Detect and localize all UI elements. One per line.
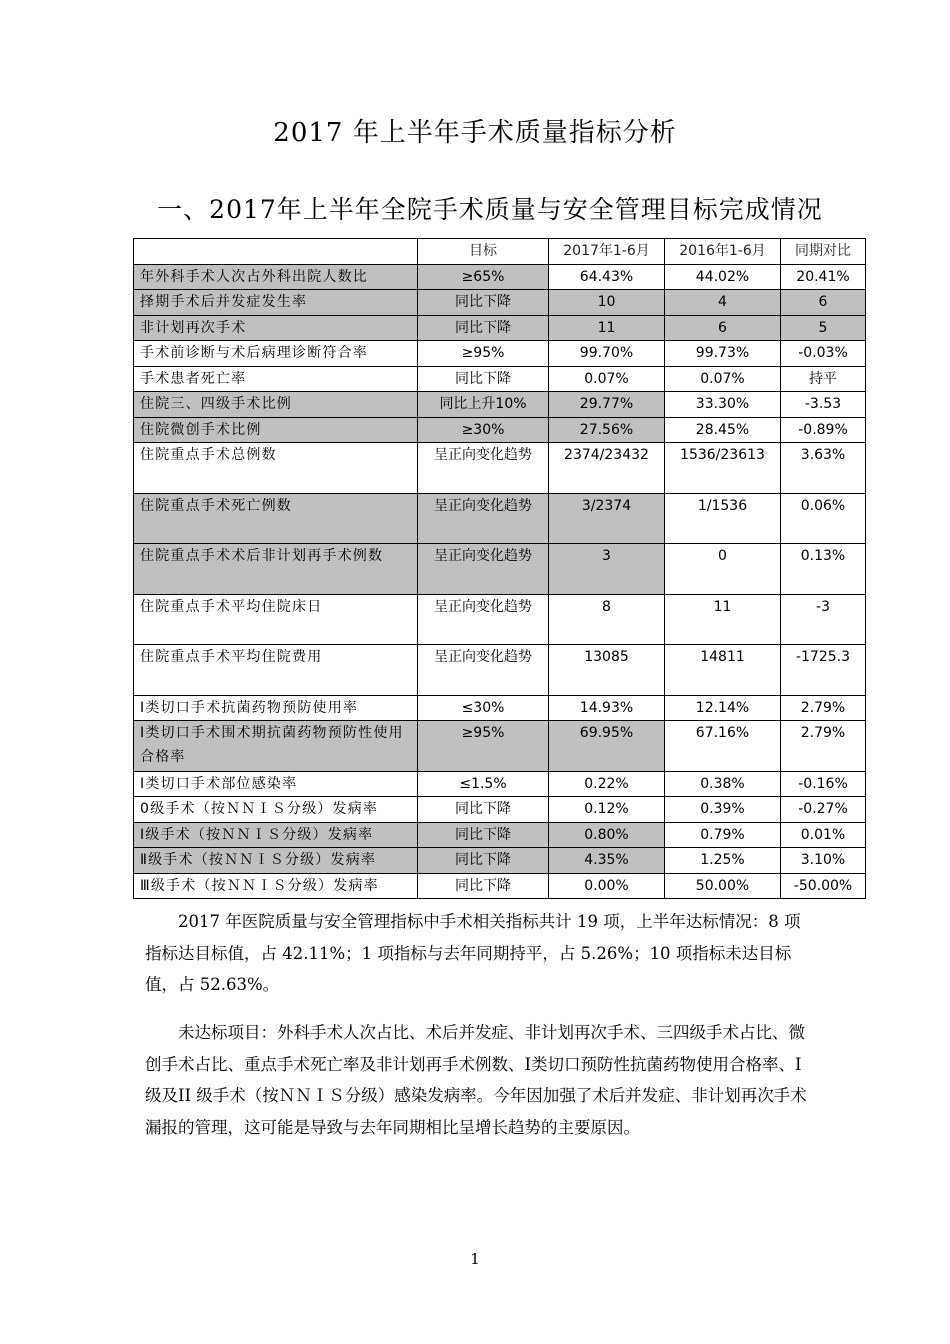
cell-target: 呈正向变化趋势 [418,645,549,696]
cell-2017: 27.56% [549,417,665,443]
page-number: 1 [470,1250,480,1268]
cell-target: 同比下降 [418,873,549,899]
table-row [134,594,866,645]
cell-2016: 4 [665,290,781,316]
cell-target: ≤1.5% [418,771,549,797]
cell-2016: 1.25% [665,848,781,874]
table-row [134,493,866,544]
cell-2016: 28.45% [665,417,781,443]
header-2016: 2016年1-6月 [665,239,781,265]
cell-indicator: 住院三、四级手术比例 [134,392,418,418]
table-row [134,695,866,721]
cell-2017: 14.93% [549,695,665,721]
cell-2017: 3/2374 [549,493,665,544]
cell-2016: 99.73% [665,341,781,367]
cell-2016: 0.07% [665,366,781,392]
cell-2017: 99.70% [549,341,665,367]
cell-target: 呈正向变化趋势 [418,544,549,595]
cell-target: 呈正向变化趋势 [418,443,549,494]
indicator-table-wrapper [133,238,866,899]
table-row [134,366,866,392]
header-2017: 2017年1-6月 [549,239,665,265]
table-row [134,417,866,443]
cell-2017: 0.00% [549,873,665,899]
cell-2017: 8 [549,594,665,645]
cell-2017: 0.12% [549,797,665,823]
cell-2017: 0.22% [549,771,665,797]
cell-2016: 11 [665,594,781,645]
cell-indicator: Ⅲ级手术（按ＮＮＩＳ分级）发病率 [134,873,418,899]
cell-compare: -0.89% [781,417,866,443]
cell-compare: -50.00% [781,873,866,899]
cell-2017: 64.43% [549,264,665,290]
table-row [134,392,866,418]
cell-indicator: 年外科手术人次占外科出院人数比 [134,264,418,290]
cell-compare: 0.13% [781,544,866,595]
cell-target: 同比下降 [418,315,549,341]
cell-2016: 14811 [665,645,781,696]
cell-compare: 20.41% [781,264,866,290]
header-target: 目标 [418,239,549,265]
cell-compare: 持平 [781,366,866,392]
cell-target: ≤30% [418,695,549,721]
cell-indicator: 住院重点手术平均住院费用 [134,645,418,696]
table-row [134,721,866,772]
unmet-items-paragraph: 未达标项目：外科手术人次占比、术后并发症、非计划再次手术、三四级手术占比、微创手术占比、重点手术死亡率及非计划再手术例数、Ⅰ类切口预防性抗菌药物使用合格率、Ⅰ级及II 级手术（按ＮＮＩＳ分级）感染发病率。今年因加强了术后并发症、非计划再次手术漏报的管理，这可能是导致与去年同期相比呈增长趋势的主要原因。 [145,1023,807,1137]
header-indicator [134,239,418,265]
cell-compare: 3.10% [781,848,866,874]
header-compare: 同期对比 [781,239,866,265]
cell-target: 同比下降 [418,366,549,392]
table-row [134,544,866,595]
table-header-row [134,239,866,265]
cell-indicator: 非计划再次手术 [134,315,418,341]
cell-indicator: Ⅰ类切口手术抗菌药物预防使用率 [134,695,418,721]
cell-indicator: 住院重点手术死亡例数 [134,493,418,544]
section-heading: 一、2017年上半年全院手术质量与安全管理目标完成情况 [157,195,823,224]
cell-target: ≥95% [418,341,549,367]
cell-2016: 1/1536 [665,493,781,544]
cell-compare: -1725.3 [781,645,866,696]
cell-target: 同比下降 [418,290,549,316]
cell-compare: -3 [781,594,866,645]
cell-2017: 11 [549,315,665,341]
cell-2017: 2374/23432 [549,443,665,494]
indicator-table [133,238,866,899]
cell-target: 呈正向变化趋势 [418,594,549,645]
cell-target: 同比上升10% [418,392,549,418]
cell-target: 同比下降 [418,797,549,823]
cell-2016: 0.39% [665,797,781,823]
table-row [134,797,866,823]
cell-target: ≥30% [418,417,549,443]
table-body [134,264,866,899]
cell-2016: 44.02% [665,264,781,290]
cell-2017: 3 [549,544,665,595]
cell-2016: 1536/23613 [665,443,781,494]
cell-target: 同比下降 [418,822,549,848]
cell-compare: -3.53 [781,392,866,418]
cell-target: ≥95% [418,721,549,772]
page-title: 2017 年上半年手术质量指标分析 [273,118,677,148]
cell-2017: 0.80% [549,822,665,848]
cell-2016: 0.79% [665,822,781,848]
cell-indicator: 0级手术（按ＮＮＩＳ分级）发病率 [134,797,418,823]
cell-indicator: 住院重点手术平均住院床日 [134,594,418,645]
cell-indicator: Ⅱ级手术（按ＮＮＩＳ分级）发病率 [134,848,418,874]
cell-2017: 69.95% [549,721,665,772]
cell-indicator: 手术患者死亡率 [134,366,418,392]
table-row [134,341,866,367]
cell-2016: 50.00% [665,873,781,899]
cell-compare: 2.79% [781,695,866,721]
cell-2016: 6 [665,315,781,341]
cell-2016: 0.38% [665,771,781,797]
cell-compare: -0.03% [781,341,866,367]
table-row [134,443,866,494]
cell-target: ≥65% [418,264,549,290]
table-row [134,822,866,848]
cell-2016: 0 [665,544,781,595]
cell-indicator: Ⅰ类切口手术部位感染率 [134,771,418,797]
cell-compare: 2.79% [781,721,866,772]
cell-target: 同比下降 [418,848,549,874]
cell-compare: 0.06% [781,493,866,544]
cell-2017: 4.35% [549,848,665,874]
table-row [134,848,866,874]
summary-paragraph: 2017 年医院质量与安全管理指标中手术相关指标共计 19 项，上半年达标情况：8 项指标达目标值，占 42.11%；1 项指标与去年同期持平，占 5.26%；10 项指标未达目标值，占 52.63%。 [145,912,801,994]
cell-target: 呈正向变化趋势 [418,493,549,544]
cell-compare: -0.27% [781,797,866,823]
cell-2016: 33.30% [665,392,781,418]
cell-2016: 12.14% [665,695,781,721]
cell-indicator: Ⅰ类切口手术围术期抗菌药物预防性使用合格率 [134,721,418,772]
table-row [134,873,866,899]
cell-compare: -0.16% [781,771,866,797]
cell-indicator: 住院重点手术总例数 [134,443,418,494]
table-row [134,771,866,797]
table-row [134,290,866,316]
cell-indicator: 住院重点手术术后非计划再手术例数 [134,544,418,595]
cell-indicator: 手术前诊断与术后病理诊断符合率 [134,341,418,367]
cell-compare: 3.63% [781,443,866,494]
table-row [134,645,866,696]
cell-compare: 6 [781,290,866,316]
cell-indicator: 择期手术后并发症发生率 [134,290,418,316]
cell-compare: 5 [781,315,866,341]
table-row [134,315,866,341]
cell-indicator: 住院微创手术比例 [134,417,418,443]
cell-2017: 10 [549,290,665,316]
cell-compare: 0.01% [781,822,866,848]
cell-2017: 29.77% [549,392,665,418]
cell-indicator: Ⅰ级手术（按ＮＮＩＳ分级）发病率 [134,822,418,848]
table-row [134,264,866,290]
cell-2017: 13085 [549,645,665,696]
cell-2017: 0.07% [549,366,665,392]
cell-2016: 67.16% [665,721,781,772]
